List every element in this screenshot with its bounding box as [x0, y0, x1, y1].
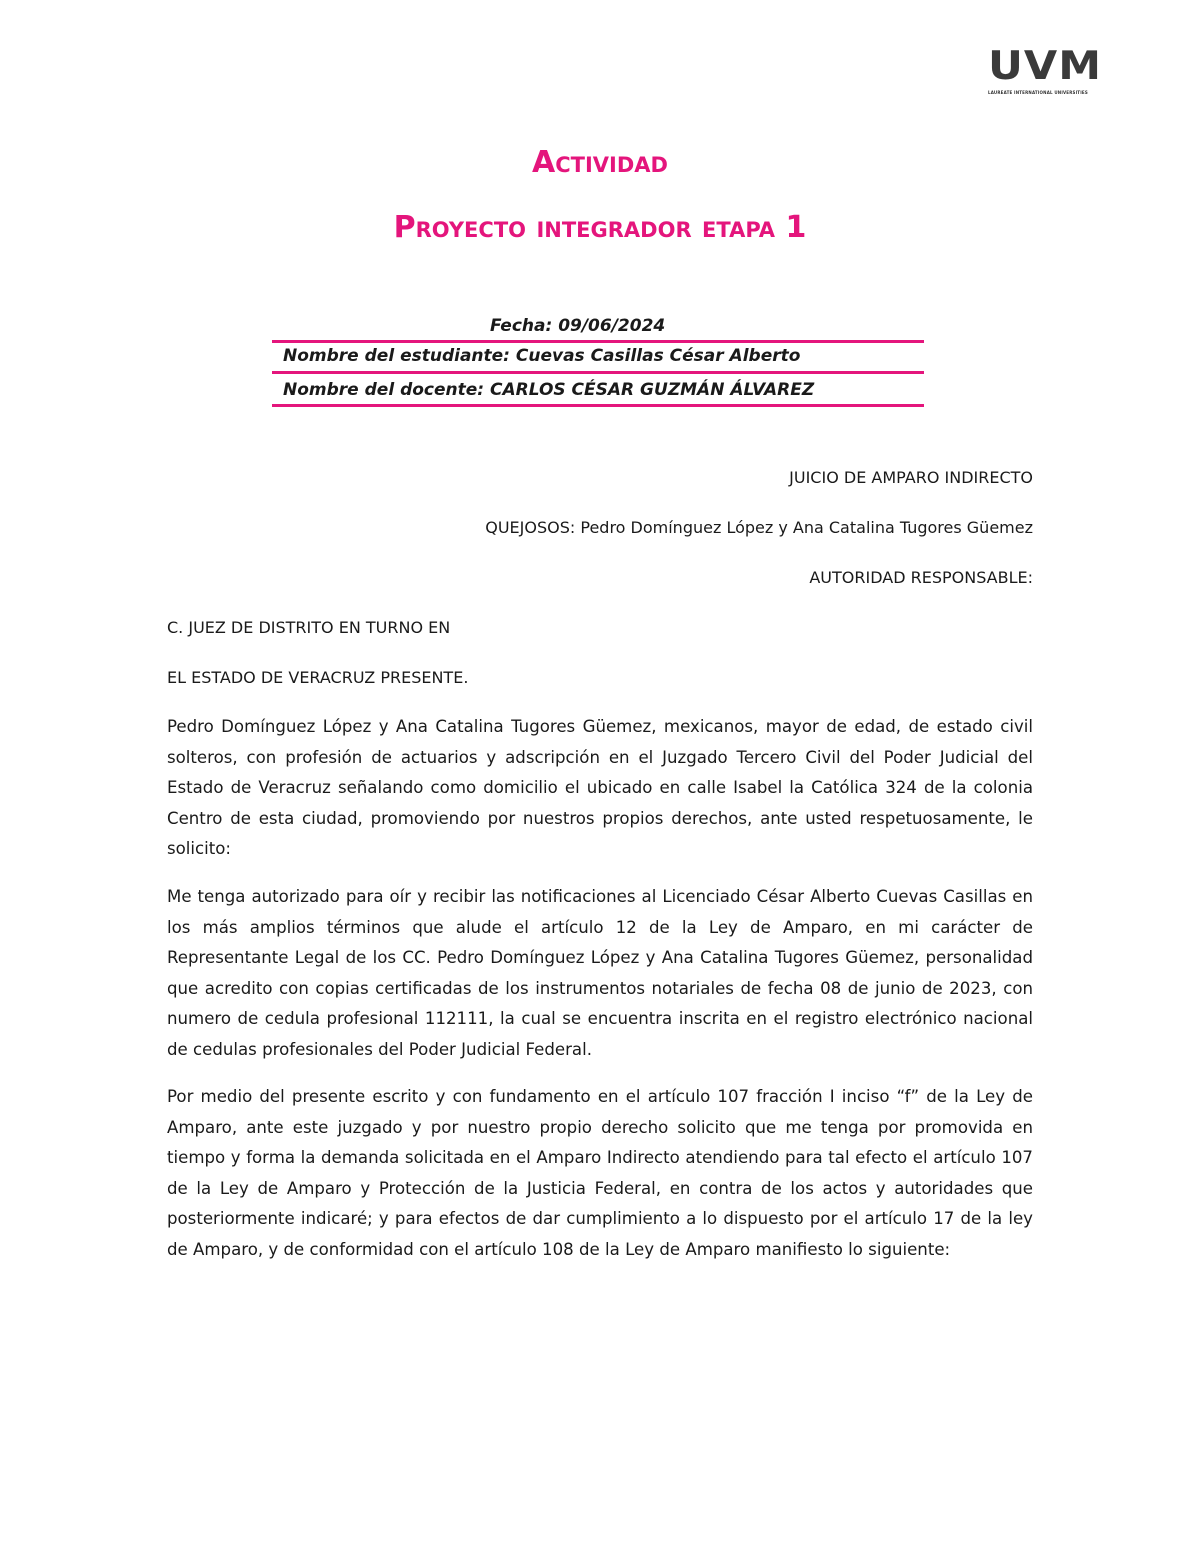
project-title: Proyecto integrador etapa 1: [393, 210, 807, 245]
body-paragraph-2: Me tenga autorizado para oír y recibir las notificaciones al Licenciado César Alberto Cuevas Casillas en los más amplios términos que alude el artículo 12 de la Ley de Amparo, en mi carácter de Representante Legal de los CC. Pedro Domínguez López y Ana Catalina Tugores Güemez, personalidad que acredito con copias certificadas de los instrumentos notariales de fecha 08 de junio de 2023, con numero de cedula profesional 112111, la cual se encuentra inscrita en el registro electrónico nacional de cedulas profesionales del Poder Judicial Federal.: [167, 887, 1033, 1059]
uvm-logo: [988, 44, 1118, 100]
teacher-name-field: Nombre del docente: CARLOS CÉSAR GUZMÁN ÁLVAREZ: [283, 380, 815, 400]
divider-line: [272, 371, 924, 374]
activity-title: Actividad: [532, 145, 668, 180]
divider-line: [272, 404, 924, 407]
logo-wordmark: UVM: [988, 43, 1102, 90]
complainants-line: QUEJOSOS: Pedro Domínguez López y Ana Catalina Tugores Güemez: [485, 518, 1033, 537]
body-paragraph-3: Por medio del presente escrito y con fundamento en el artículo 107 fracción I inciso “f” de la Ley de Amparo, ante este juzgado y por nuestro propio derecho solicito que me tenga por promovida en tiempo y forma la demanda solicitada en el Amparo Indirecto atendiendo para tal efecto el artículo 107 de la Ley de Amparo y Protección de la Justicia Federal, en contra de los actos y autoridades que posteriormente indicaré; y para efectos de dar cumplimiento a lo dispuesto por el artículo 17 de la ley de Amparo, y de conformidad con el artículo 108 de la Ley de Amparo manifiesto lo siguiente:: [167, 1087, 1033, 1259]
student-name-field: Nombre del estudiante: Cuevas Casillas César Alberto: [283, 346, 801, 366]
addressee-line-1: C. JUEZ DE DISTRITO EN TURNO EN: [167, 618, 451, 637]
addressee-line-2: EL ESTADO DE VERACRUZ PRESENTE.: [167, 668, 469, 687]
case-type-heading: JUICIO DE AMPARO INDIRECTO: [789, 468, 1033, 487]
divider-line: [272, 340, 924, 343]
logo-tagline: LAUREATE INTERNATIONAL UNIVERSITIES: [988, 90, 1088, 95]
date-field: Fecha: 09/06/2024: [490, 316, 666, 336]
body-paragraph-1: Pedro Domínguez López y Ana Catalina Tugores Güemez, mexicanos, mayor de edad, de estado civil solteros, con profesión de actuarios y adscripción en el Juzgado Tercero Civil del Poder Judicial del Estado de Veracruz señalando como domicilio el ubicado en calle Isabel la Católica 324 de la colonia Centro de esta ciudad, promoviendo por nuestros propios derechos, ante usted respetuosamente, le solicito:: [167, 717, 1033, 859]
authority-line: AUTORIDAD RESPONSABLE:: [809, 568, 1033, 587]
